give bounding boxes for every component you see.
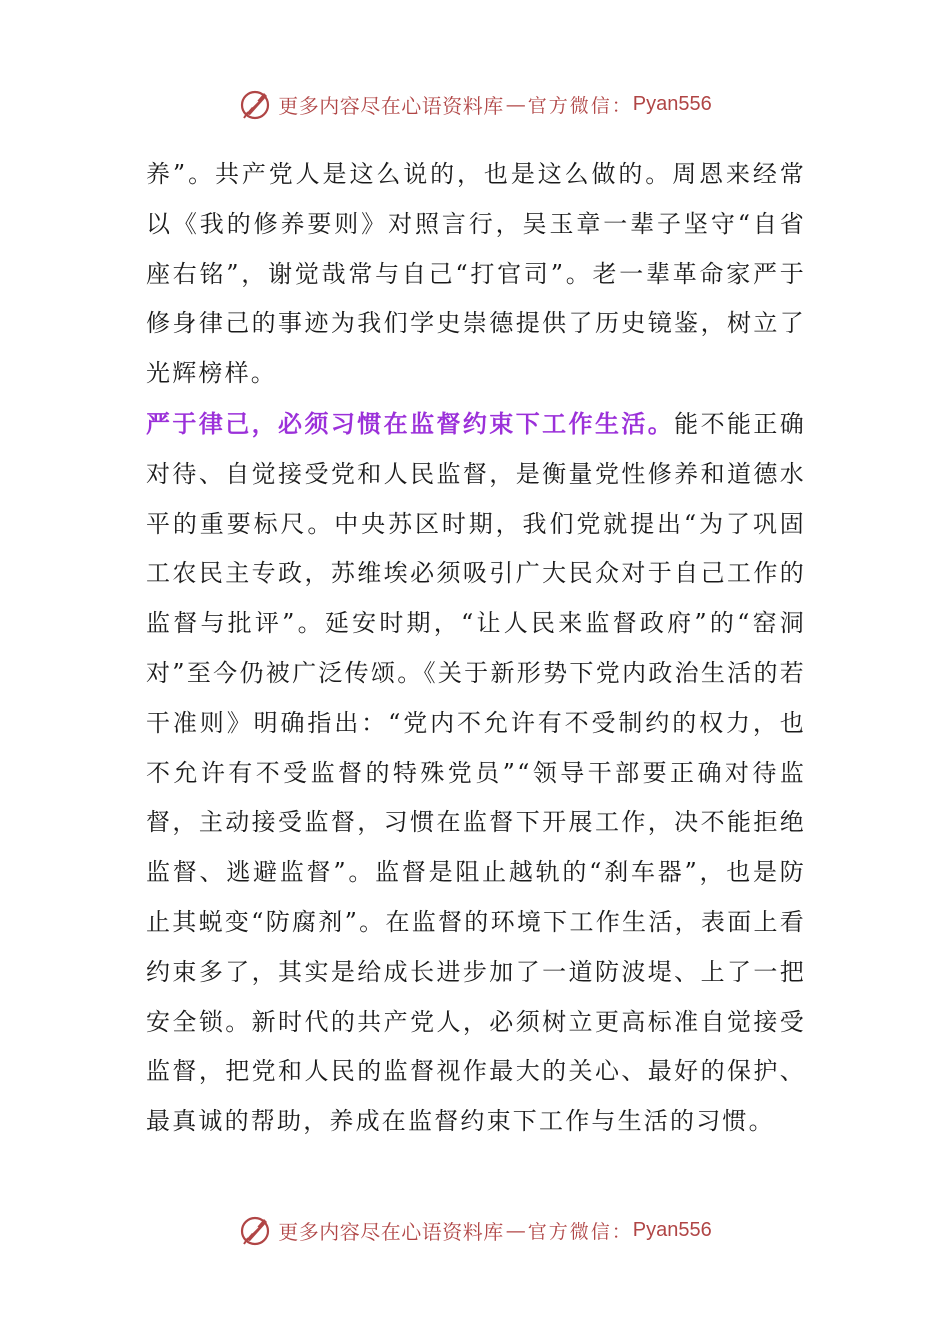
- footer-wechat-id: Pyan556: [632, 1218, 712, 1241]
- quill-pen-logo-icon: [238, 87, 272, 121]
- paragraph-2-body: 能不能正确对待、自觉接受党和人民监督，是衡量党性修养和道德水平的重要标尺。中央苏区时期，我们党就提出“为了巩固工农民主专政，苏维埃必须吸引广大民众对于自己工作的监督与批评”。延安时期，“让人民来监督政府”的“窑洞对”至今仍被广泛传颂。《关于新形势下党内政治生活的若干准则》明确指出：“党内不允许有不受制约的权力，也不允许有不受监督的特殊党员”“领导干部要正确对待监督，主动接受监督，习惯在监督下开展工作，决不能拒绝监督、逃避监督”。监督是阻止越轨的“刹车器”，也是防止其蜕变“防腐剂”。在监督的环境下工作生活，表面上看约束多了，其实是给成长进步加了一道防波堤、上了一把安全锁。新时代的共产党人，必须树立更高标准自觉接受监督，把党和人民的监督视作最大的关心、最好的保护、最真诚的帮助，养成在监督约束下工作与生活的习惯。: [146, 409, 807, 1136]
- header-wechat-id: Pyan556: [632, 92, 712, 115]
- header-brand-text: 更多内容尽在心语资料库: [278, 93, 504, 118]
- quill-pen-logo-icon: [238, 1213, 272, 1247]
- footer-separator: —: [505, 1218, 526, 1242]
- paragraph-2-heading: 严于律己，必须习惯在监督约束下工作生活。: [146, 408, 675, 438]
- header-wechat-label: 官方微信：: [527, 94, 633, 117]
- footer-brand-text: 更多内容尽在心语资料库: [278, 1219, 504, 1244]
- article-body: [146, 150, 806, 1147]
- paragraph-2: [146, 399, 806, 1147]
- paragraph-1: 养”。共产党人是这么说的，也是这么做的。周恩来经常以《我的修养要则》对照言行，吴玉章一辈子坚守“自省座右铭”，谢觉哉常与自己“打官司”。老一辈革命家严于修身律己的事迹为我们学史崇德提供了历史镜鉴，树立了光辉榜样。: [146, 160, 806, 388]
- footer-wechat-label: 官方微信：: [527, 1220, 633, 1243]
- footer-banner: [0, 1210, 950, 1250]
- header-separator: —: [505, 92, 526, 116]
- header-banner: [0, 84, 950, 124]
